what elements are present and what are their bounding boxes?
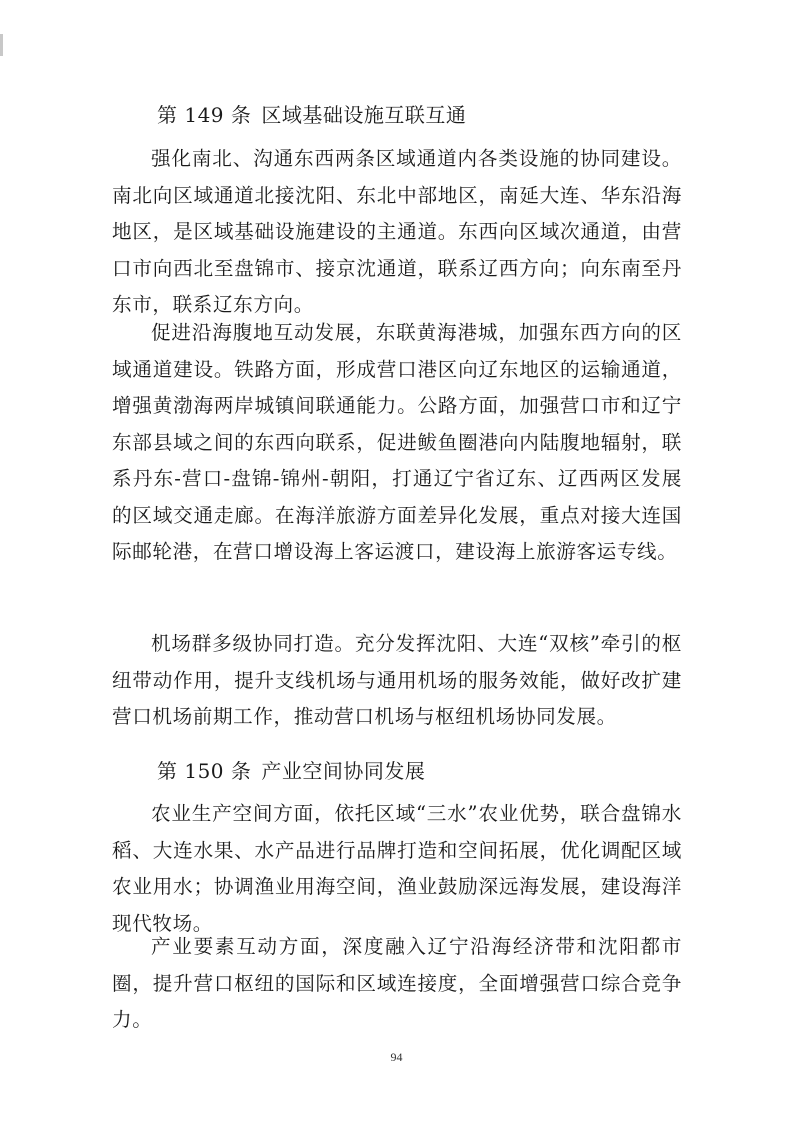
article-150-number: 第 150 条: [157, 759, 252, 783]
article-149-paragraph-1: 强化南北、沟通东西两条区域通道内各类设施的协同建设。南北向区域通道北接沈阳、东北中部地区，南延大连、华东沿海地区，是区域基础设施建设的主通道。东西向区域次通道，由营口市向西北至盘锦市、接京沈通道，联系辽西方向；向东南至丹东市，联系辽东方向。: [112, 147, 682, 316]
scan-edge-mark: [0, 34, 3, 56]
article-150-title: 产业空间协同发展: [261, 759, 426, 783]
article-150-heading: [157, 757, 425, 785]
article-150-paragraph-2: 产业要素互动方面，深度融入辽宁沿海经济带和沈阳都市圈，提升营口枢纽的国际和区域连接度，全面增强营口综合竞争力。: [112, 935, 682, 1031]
article-149-title: 区域基础设施互联互通: [261, 103, 467, 127]
page-number: 94: [390, 1050, 403, 1064]
article-150-paragraph-1: 农业生产空间方面，依托区域“三水”农业优势，联合盘锦水稻、大连水果、水产品进行品牌打造和空间拓展，优化调配区域农业用水；协调渔业用海空间，渔业鼓励深远海发展，建设海洋现代牧场。: [112, 802, 682, 935]
article-149-number: 第 149 条: [157, 103, 252, 127]
article-149-paragraph-2: 促进沿海腹地互动发展，东联黄海港城，加强东西方向的区域通道建设。铁路方面，形成营口港区向辽东地区的运输通道，增强黄渤海两岸城镇间联通能力。公路方面，加强营口市和辽宁东部县域之间的东西向联系，促进鲅鱼圈港向内陆腹地辐射，联系丹东-营口-盘锦-锦州-朝阳，打通辽宁省辽东、辽西两区发展的区域交通走廊。在海洋旅游方面差异化发展，重点对接大连国际邮轮港，在营口增设海上客运渡口，建设海上旅游客运专线。: [112, 321, 682, 563]
article-149-paragraph-3: 机场群多级协同打造。充分发挥沈阳、大连“双核”牵引的枢纽带动作用，提升支线机场与通用机场的服务效能，做好改扩建营口机场前期工作，推动营口机场与枢纽机场协同发展。: [112, 632, 682, 728]
article-149-heading: [157, 101, 466, 129]
